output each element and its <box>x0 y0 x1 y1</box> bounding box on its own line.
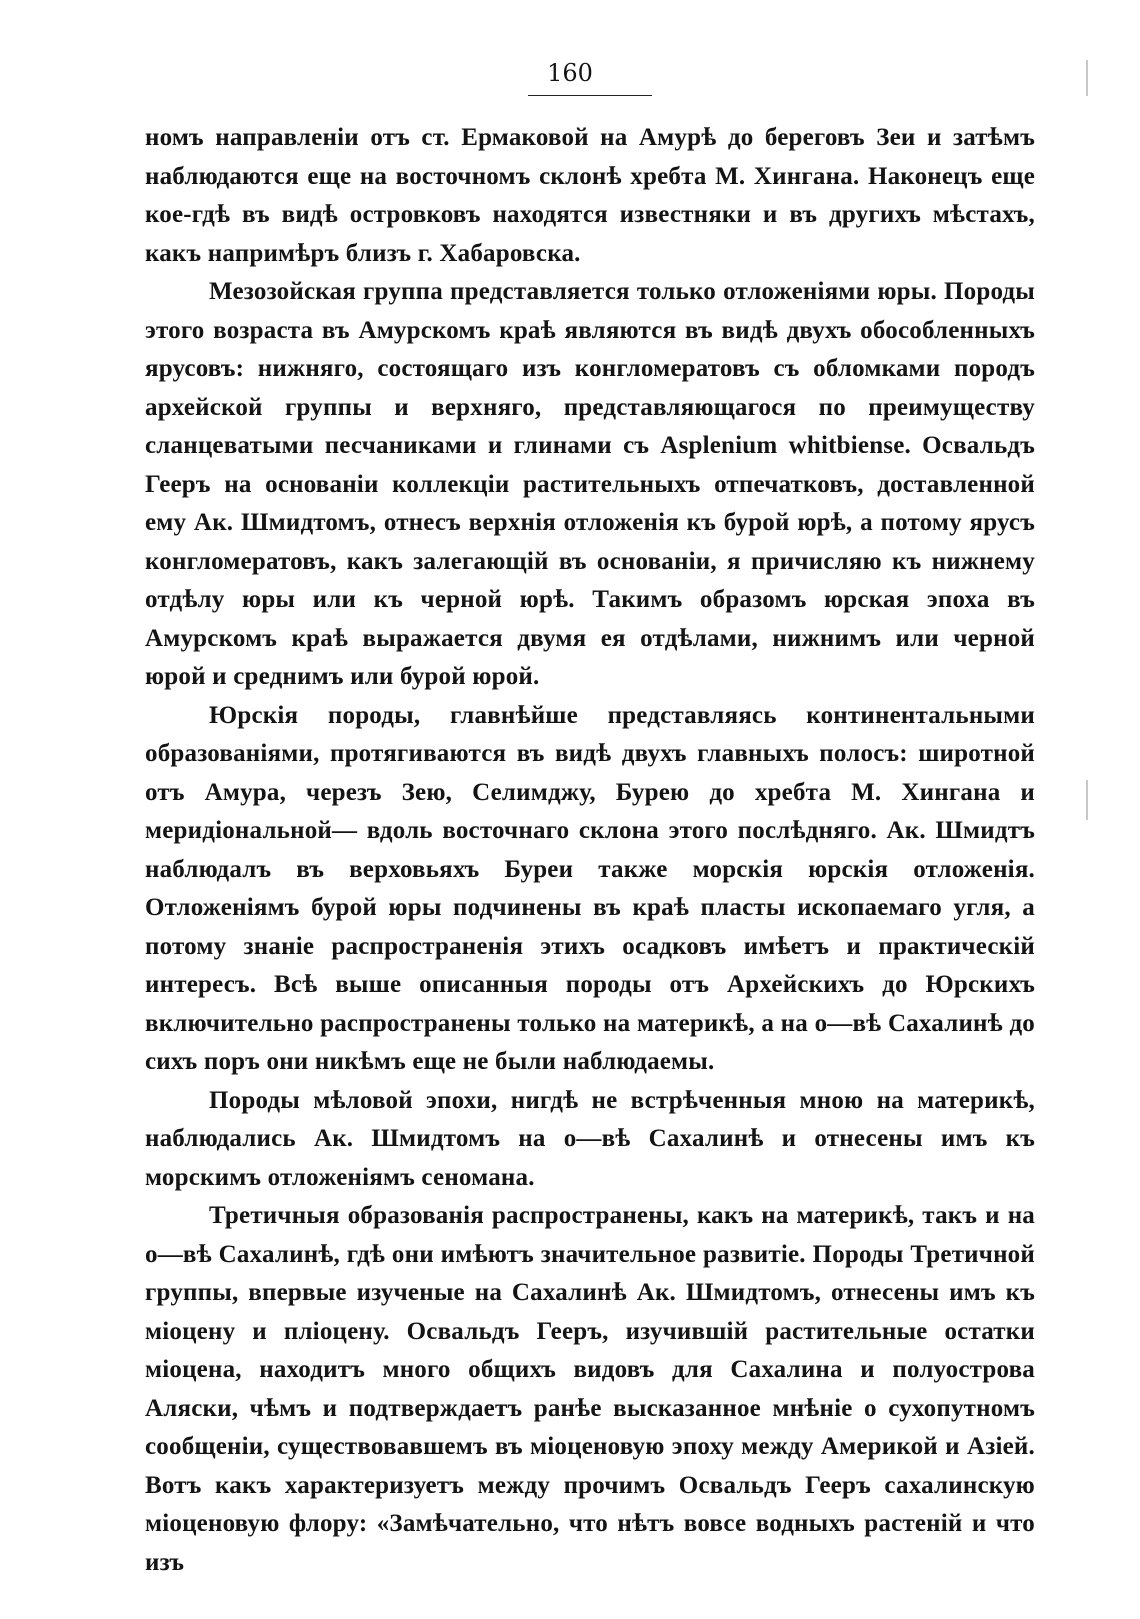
page-number: 160 <box>547 59 593 87</box>
paragraph-jurassic-rocks: Юрскiя породы, главнѣйше представляясь континентальными образованiями, протягиваются въ видѣ двухъ главныхъ полосъ: широтной отъ Амура, черезъ Зею, Селимджу, Бурею до хребта М. Хингана и меридiональной— вдоль восточнаго склона этого послѣдняго. Ак. Шмидтъ наблюдалъ въ верховьяхъ Буреи также морскiя юрскiя отложенiя. Отложенiямъ бурой юры подчинены въ краѣ пласты ископаемаго угля, а потому знанiе распространенiя этихъ осадковъ имѣетъ и практическiй интересъ. Всѣ выше описанныя породы отъ Архейскихъ до Юрскихъ включительно распространены только на материкѣ, а на о—вѣ Сахалинѣ до сихъ поръ они никѣмъ еще не были наблюдаемы. <box>145 701 1035 1075</box>
paragraph-tertiary-formations: Третичныя образованiя распространены, какъ на материкѣ, такъ и на о—вѣ Сахалинѣ, гдѣ они имѣютъ значительное развитiе. Породы Третичной группы, впервые изученые на Сахалинѣ Ак. Шмидтомъ, отнесены имъ къ мiоцену и плiоцену. Освальдъ Гееръ, изучившiй растительные остатки мiоцена, находитъ много общихъ видовъ для Сахалина и полуострова Аляски, чѣмъ и подтверждаетъ ранѣе высказанное мнѣнiе о сухопутномъ сообщенiи, существовавшемъ въ мiоценовую эпоху между Америкой и Азiей. Вотъ какъ характеризуетъ между прочимъ Освальдъ Гееръ сахалинскую мiоценовую флору: «Замѣчательно, что нѣтъ вовсе водныхъ растенiй и что изъ <box>145 1202 1035 1576</box>
page-number-rule <box>528 95 652 96</box>
paragraph-continuation: номъ направленiи отъ ст. Ермаковой на Амурѣ до береговъ Зеи и затѣмъ наблюдаются еще на восточномъ склонѣ хребта М. Хингана. Наконецъ еще кое-гдѣ въ видѣ островковъ находятся известняки и въ другихъ мѣстахъ, какъ напримѣръ близъ г. Хабаровска. <box>145 124 1035 267</box>
paragraph-cretaceous-rocks: Породы мѣловой эпохи, нигдѣ не встрѣченныя мною на материкѣ, наблюдались Ак. Шмидтомъ на о—вѣ Сахалинѣ и отнесены имъ къ морскимъ отложенiямъ сеномана. <box>145 1086 1035 1191</box>
paragraph-mesozoic-group: Мезозойская группа представляется только отложенiями юры. Породы этого возраста въ Амурскомъ краѣ являются въ видѣ двухъ обособленныхъ ярусовъ: нижняго, состоящаго изъ конгломератовъ съ обломками породъ архейской группы и верхняго, представляющагося по преимуществу сланцеватыми песчаниками и глинами съ Asplenium whitbiense. Освальдъ Гееръ на основанiи коллекцiи растительныхъ отпечатковъ, доставленной ему Ак. Шмидтомъ, отнесъ верхнiя отложенiя къ бурой юрѣ, а потому ярусъ конгломератовъ, какъ залегающiй въ основанiи, я причисляю къ нижнему отдѣлу юры или къ черной юрѣ. Такимъ образомъ юрская эпоха въ Амурскомъ краѣ выражается двумя ея отдѣлами, нижнимъ или черной юрой и среднимъ или бурой юрой. <box>145 278 1035 690</box>
scan-edge-mark-top <box>1086 60 1088 96</box>
scan-edge-mark-middle <box>1086 780 1088 820</box>
body-text <box>145 119 1035 1582</box>
